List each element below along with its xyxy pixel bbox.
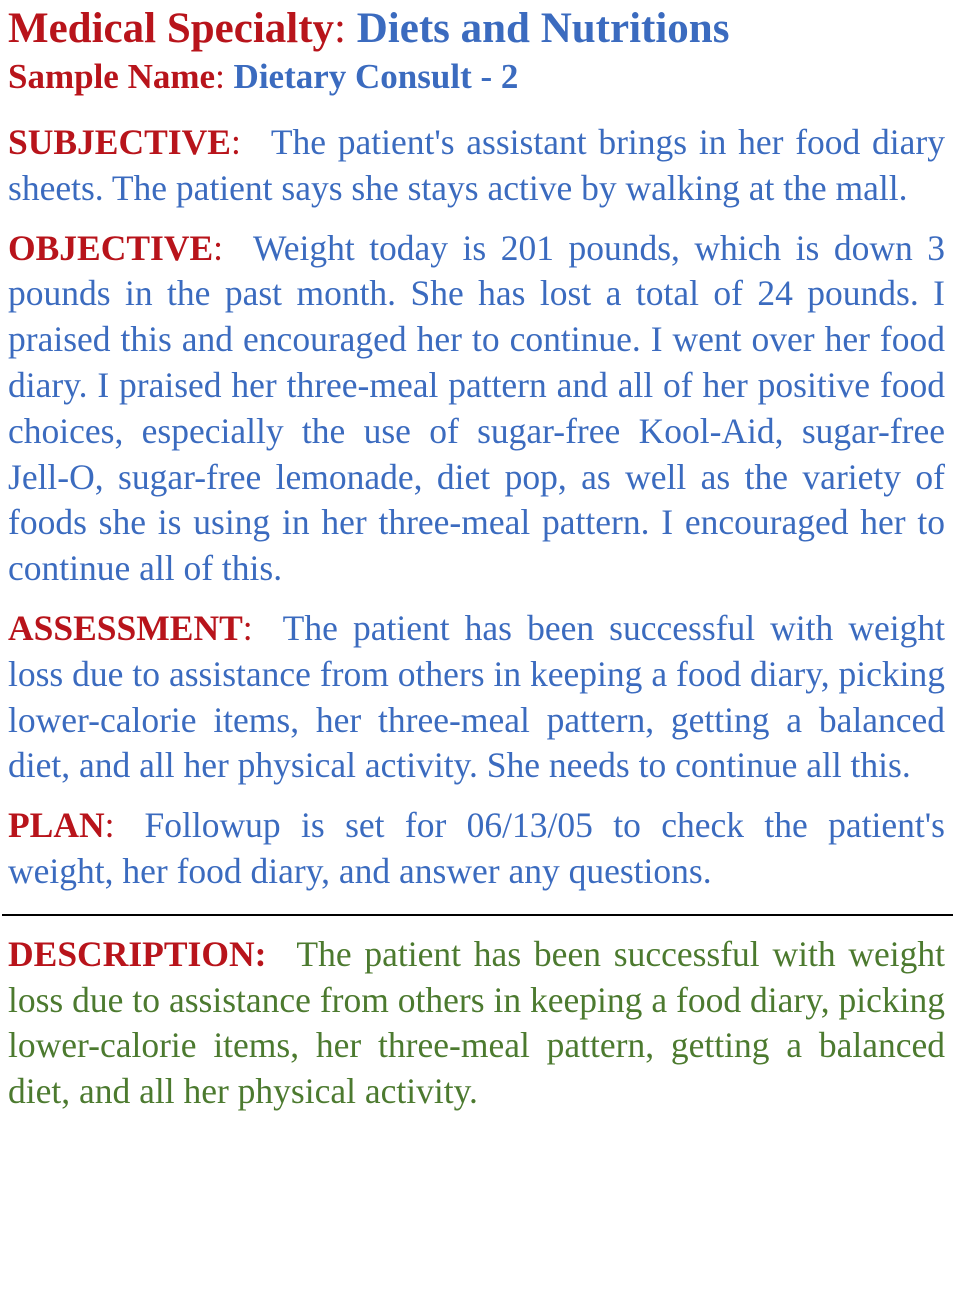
objective-section bbox=[8, 226, 945, 592]
plan-text: Followup is set for 06/13/05 to check the patient's weight, her food diary, and answer any questions. bbox=[8, 805, 945, 891]
assessment-section bbox=[8, 606, 945, 789]
objective-colon: : bbox=[213, 227, 224, 268]
description-section bbox=[8, 932, 945, 1115]
plan-section bbox=[8, 803, 945, 895]
sample-label: Sample Name bbox=[8, 57, 216, 96]
sample-name-line bbox=[8, 54, 945, 100]
assessment-label: ASSESSMENT bbox=[8, 607, 243, 648]
specialty-label: Medical Specialty bbox=[8, 5, 335, 52]
subjective-label: SUBJECTIVE bbox=[8, 122, 231, 162]
section-divider bbox=[2, 914, 953, 916]
sample-value: Dietary Consult - 2 bbox=[233, 57, 519, 96]
objective-text: Weight today is 201 pounds, which is down 3 pounds in the past month. She has lost a total of 24 pounds. I praised this and encouraged her to continue. I went over her food diary. I praised her three-meal pattern and all of her positive food choices, especially the use of sugar-free Kool-Aid, sugar-free Jell-O, sugar-free lemonade, diet pop, as well as the variety of foods she is using in her three-meal pattern. I encouraged her to continue all of this. bbox=[8, 227, 945, 589]
subjective-section bbox=[8, 120, 945, 212]
description-text: The patient has been successful with weight loss due to assistance from others in keeping a food diary, picking lower-calorie items, her three-meal pattern, getting a balanced diet, and all her physical activity. bbox=[8, 933, 945, 1112]
specialty-colon: : bbox=[334, 5, 357, 52]
plan-colon: : bbox=[104, 805, 115, 846]
medical-specialty-line bbox=[8, 4, 945, 54]
description-label: DESCRIPTION: bbox=[8, 933, 267, 974]
assessment-colon: : bbox=[242, 607, 253, 648]
subjective-text: The patient's assistant brings in her food diary sheets. The patient says she stays active by walking at the mall. bbox=[8, 122, 945, 208]
sample-colon: : bbox=[215, 57, 234, 96]
assessment-text: The patient has been successful with weight loss due to assistance from others in keeping a food diary, picking lower-calorie items, her three-meal pattern, getting a balanced diet, and all her physical activity. She needs to continue all this. bbox=[8, 607, 945, 786]
subjective-colon: : bbox=[230, 122, 241, 162]
specialty-value: Diets and Nutritions bbox=[356, 5, 730, 52]
plan-label: PLAN bbox=[8, 805, 105, 846]
objective-label: OBJECTIVE bbox=[8, 227, 214, 268]
